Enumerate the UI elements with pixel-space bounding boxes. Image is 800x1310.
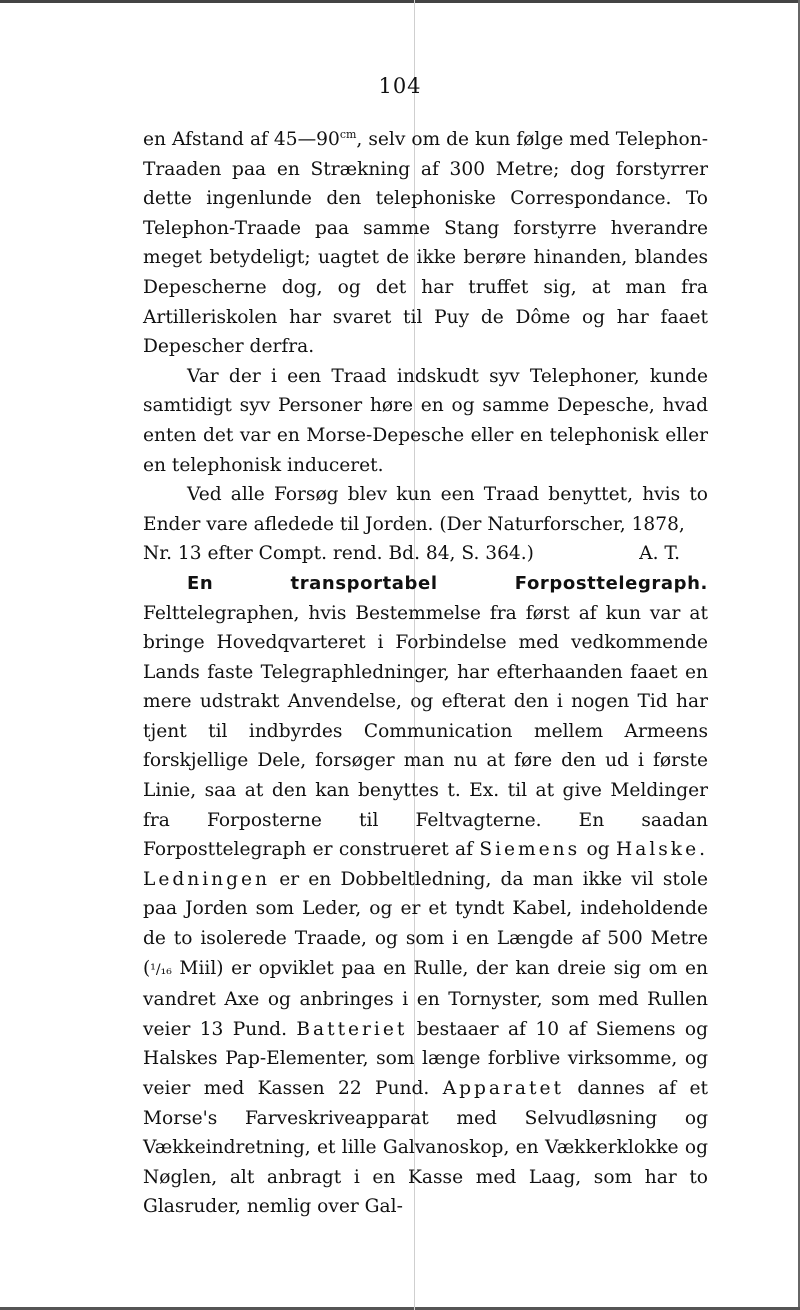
term-apparatet: Apparatet bbox=[442, 1078, 564, 1099]
para1-text-a: en Afstand af 45—90 bbox=[143, 129, 340, 150]
fraction-miil: ¹/₁₆ bbox=[150, 961, 172, 978]
firm-name-siemens: Siemens bbox=[479, 839, 581, 861]
section-heading: En transportabel Forposttelegraph. bbox=[187, 572, 708, 594]
paragraph-experiments bbox=[143, 480, 708, 539]
para4-text-f: bestaaer af 10 af Siemens og Halskes Pap-Elementer, som længe forblive virksomme, og veier med Kassen 22 Pund. bbox=[143, 1018, 708, 1099]
paragraph-forposttelegraph bbox=[143, 569, 708, 1222]
citation-reference: Nr. 13 efter Compt. rend. Bd. 84, S. 364.) bbox=[143, 543, 534, 565]
page-number: 104 bbox=[378, 74, 422, 98]
para4-text-b: og bbox=[580, 839, 617, 861]
para4-text-d: er en Dobbeltledning, da man ikke vil stole paa Jorden som Leder, og er et tyndt Kabel, indeholdende de to isolerede Traade, og som i en Længde af 500 Metre ( bbox=[143, 868, 708, 979]
para3-text: Ved alle Forsøg blev kun een Traad benyttet, hvis to Ender vare afledede til Jorden. (Der Naturforscher, 1878, bbox=[143, 484, 708, 535]
page-edge-top bbox=[0, 0, 800, 3]
citation-line bbox=[143, 539, 708, 569]
paragraph-seven-telephones: Var der i een Traad indskudt syv Telephoner, kunde samtidigt syv Personer høre en og samme Depesche, hvad enten det var en Morse-Depesche eller en telephonisk eller en telephonisk induceret. bbox=[143, 365, 708, 476]
term-ledningen: Ledningen bbox=[143, 868, 271, 890]
body-text bbox=[143, 125, 708, 1222]
para4-text-a: Felttelegraphen, hvis Bestemmelse fra først af kun var at bringe Hovedqvarteret i Forbindelse med vedkommende Lands faste Telegraphledninger, har efterhaanden faaet en mere udstrakt Anvendelse, og efterat den i nogen Tid har tjent til indbyrdes Communication mellem Armeens forskjellige Dele, forsøger man nu at føre den ud i første Linie, saa at den kan benyttes t. Ex. til at give Meldinger fra Forposterne til Feltvagterne. En saadan Forposttelegraph er construeret af bbox=[143, 602, 708, 861]
para1-text-b: , selv om de kun følge med Telephon-Traaden paa en Strækning af 300 Metre; dog forstyrrer dette ingenlunde den telephoniske Correspondance. To Telephon-Traade paa samme Stang forstyrre hverandre meget betydeligt; uagtet de ikke berøre hinanden, blandes Depescherne dog, og det har truffet sig, at man fra Artilleriskolen har svaret til Puy de Dôme og har faaet Depescher derfra. bbox=[143, 129, 708, 358]
term-batteriet: Batteriet bbox=[296, 1018, 408, 1040]
para4-text-e: Miil) er opviklet paa en Rulle, der kan dreie sig om en vandret Axe og anbringes i en Tornyster, som med Rullen veier 13 Pund. bbox=[143, 957, 708, 1040]
unit-superscript: cm bbox=[339, 127, 357, 141]
para4-text-g: dannes af et Morse's Farveskriveapparat med Selvudløsning og Vækkeindretning, et lille Galvanoskop, en Vækkerklokke og Nøglen, alt anbragt i en Kasse med Laag, som har to Glasruder, nemlig over Gal- bbox=[143, 1078, 708, 1218]
paragraph-telephon-interference bbox=[143, 125, 708, 362]
author-initials: A. T. bbox=[639, 543, 680, 565]
firm-name-halske: Halske. bbox=[616, 839, 708, 861]
